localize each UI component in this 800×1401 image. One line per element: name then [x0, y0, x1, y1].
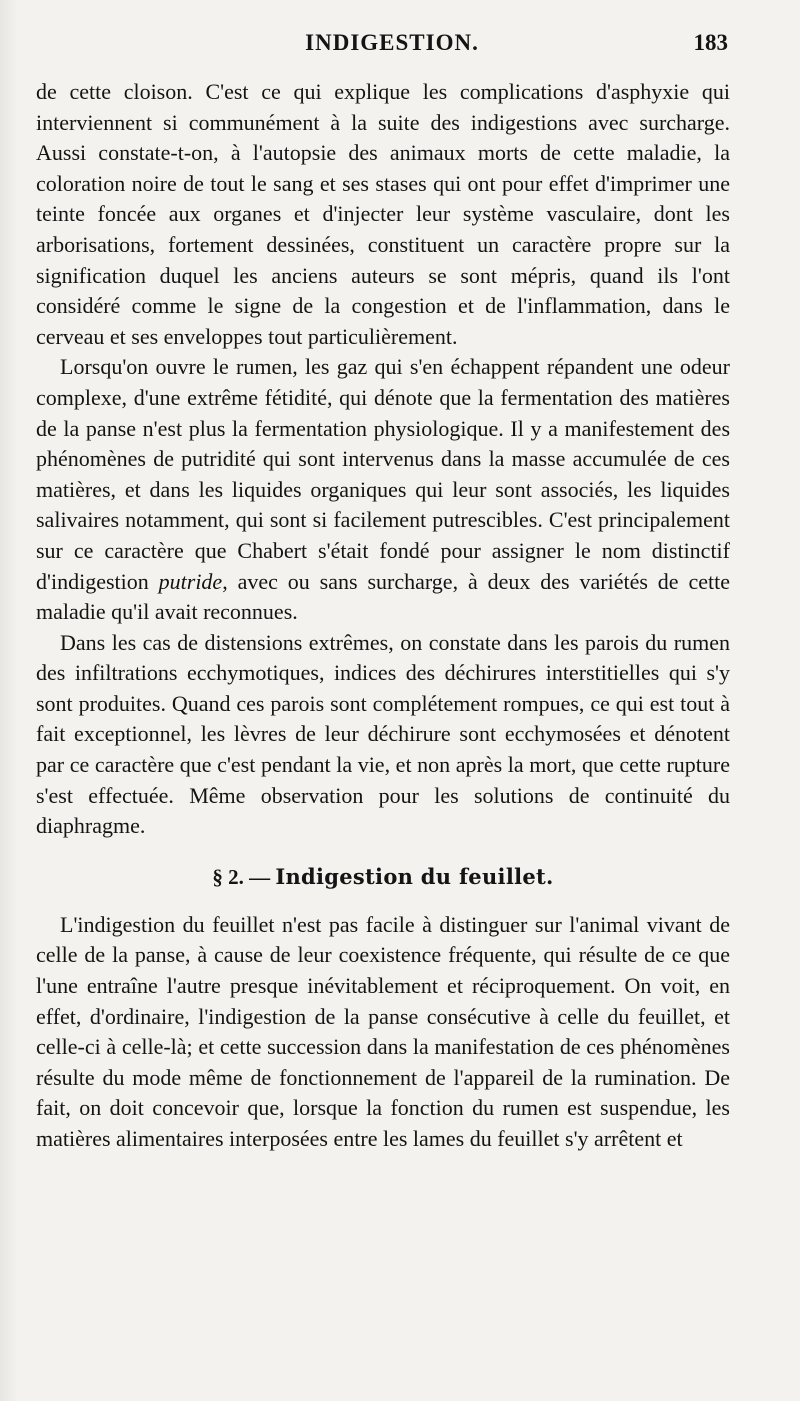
section-title: Indigestion du feuillet.: [275, 863, 554, 889]
paragraph-continuation: de cette cloison. C'est ce qui explique les complications d'asphyxie qui interviennent si communément à la suite des indigestions avec surcharge. Aussi constate-t-on, à l'autopsie des animaux morts de cette maladie, la coloration noire de tout le sang et ses stases qui ont pour effet d'imprimer une teinte foncée aux organes et d'injecter leur système vasculaire, dont les arborisations, fortement dessinées, constituent un caractère propre sur la signification duquel les anciens auteurs se sont mépris, quand ils l'ont considéré comme le signe de la congestion et de l'inflammation, dans le cerveau et ses enveloppes tout particulièrement.: [36, 79, 730, 349]
body-text: [36, 77, 730, 1155]
running-title: INDIGESTION.: [305, 30, 479, 55]
page-header: [36, 30, 748, 64]
page-number: 183: [693, 30, 728, 55]
paragraph-feuillet: L'indigestion du feuillet n'est pas facile à distinguer sur l'animal vivant de celle de la panse, à cause de leur coexistence fréquente, qui résulte de ce que l'une entraîne l'autre presque inévitablement et réciproquement. On voit, en effet, d'ordinaire, l'indigestion de la panse consécutive à celle du feuillet, et celle-ci à celle-là; et cette succession dans la manifestation de ces phénomènes résulte du mode même de fonctionnement de l'appareil de la rumination. De fait, on doit concevoir que, lorsque la fonction du rumen est suspendue, les matières alimentaires interposées entre les lames du feuillet s'y arrêtent et: [36, 911, 730, 1151]
paragraph-rumen-gases: [36, 352, 730, 627]
paragraph-text: Lorsqu'on ouvre le rumen, les gaz qui s'en échappent répandent une odeur complexe, d'une extrême fétidité, qui dénote que la fermentation des matières de la panse n'est plus la fermentation physiologique. Il y a manifestement des phénomènes de putridité qui sont intervenus dans la masse accumulée de ces matières, et dans les liquides organiques qui leur sont associés, les liquides salivaires notamment, qui sont si facilement putrescibles. C'est principalement sur ce caractère que Chabert s'était fondé pour assigner le nom distinctif d'indigestion: [36, 354, 730, 594]
section-marker: § 2. —: [212, 864, 271, 889]
paragraph-text: , avec ou sans surcharge, à deux des variétés de cette maladie qu'il avait reconnues.: [36, 568, 730, 625]
italic-term: putride: [158, 568, 223, 594]
paragraph-distensions: Dans les cas de distensions extrêmes, on constate dans les parois du rumen des infiltrations ecchymotiques, indices des déchirures interstitielles qui s'y sont produites. Quand ces parois sont complétement rompues, ce qui est tout à fait exceptionnel, les lèvres de leur déchirure sont ecchymosées et dénotent par ce caractère que c'est pendant la vie, et non après la mort, que cette rupture s'est effectuée. Même observation pour les solutions de continuité du diaphragme.: [36, 629, 730, 839]
section-heading: [36, 864, 730, 890]
